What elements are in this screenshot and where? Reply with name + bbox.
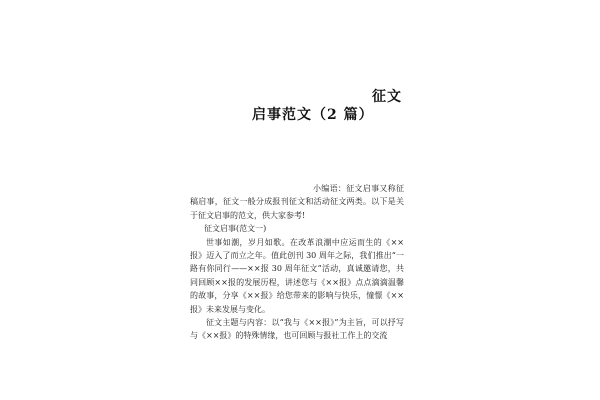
- theme-paragraph: 征文主题与内容：以“我与《××报》”为主旨，可以抒写与《××报》的特殊情缘，也可回顾与报社工作上的交流: [190, 318, 404, 341]
- sample-heading: 征文启事(范文一): [204, 224, 267, 234]
- intro-paragraph: 世事如潮，岁月如歌。在改革浪潮中应运而生的《××报》迈入了而立之年。值此创刊 30 周年之际，我们推出“一路有你同行——××报 30 周年征文”活动，真诚邀请您，共同回顾××报的发展历程，讲述您与《××报》点点滴滴温馨的故事，分享《××报》给您带来的影响与快乐，憧憬《××报》未来发展与变化。: [190, 237, 404, 314]
- document-title-line-2: 启事范文（2 篇）: [252, 107, 374, 123]
- document-title-line-1: 征文: [372, 89, 402, 105]
- editor-note-paragraph: 小编语：征文启事又称征稿启事，征文一般分成报刊征文和活动征文两类。以下是关于征文启事的范文，供大家参考!: [190, 184, 404, 220]
- document-body: [190, 182, 404, 343]
